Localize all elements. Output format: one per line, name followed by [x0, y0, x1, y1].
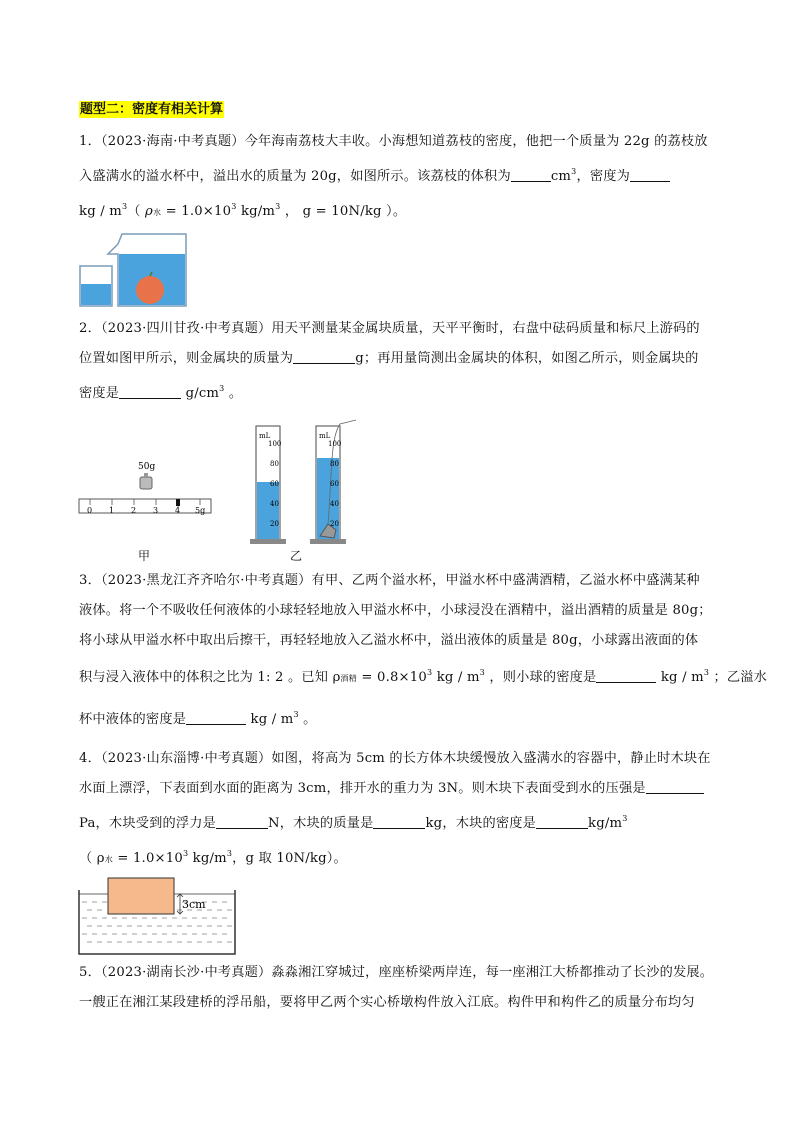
q4-text: 水面上漂浮，下表面到水面的距离为 3cm，排开水的重力为 3N。则木块下表面受到水的压强是	[79, 781, 646, 796]
q2-line-3	[79, 374, 719, 409]
q5-line-2: 一艘正在湘江某段建桥的浮吊船，要将甲乙两个实心桥墩构件放入江底。构件甲和构件乙的质量分布均匀	[79, 995, 695, 1010]
question-2	[79, 314, 719, 409]
tick-1: 1	[109, 506, 115, 515]
q4-answer-blank-pressure[interactable]	[646, 779, 704, 794]
q1-rho-unit: kg/m	[236, 204, 276, 219]
question-1	[79, 127, 719, 228]
lychee	[136, 276, 164, 304]
wood-block	[108, 878, 174, 914]
cylinder-2-base	[310, 539, 346, 544]
q2-answer-blank-mass[interactable]	[293, 349, 355, 364]
q3-line-4	[79, 658, 768, 694]
cyl1-tick-60: 60	[270, 480, 279, 488]
q1-paren: （	[127, 204, 146, 219]
q4-text-2: Pa，木块受到的浮力是	[79, 816, 217, 831]
q4-figure-floating-block	[78, 876, 236, 956]
tick-4: 4	[175, 506, 181, 515]
q2-line-1: 2．（2023·四川甘孜·中考真题）用天平测量某金属块质量，天平平衡时，右盘中砝码质量和标尺上游码的	[79, 321, 700, 336]
q4-rho-sub: 水	[104, 855, 113, 864]
q2-unit-exp: 3	[219, 384, 225, 393]
q3-unit-exp: 3	[703, 668, 710, 677]
q1-line-2	[79, 157, 719, 192]
tick-2: 2	[131, 506, 137, 515]
cyl2-tick-100: 100	[328, 440, 342, 448]
q1-unit-exp: 3	[121, 202, 128, 211]
q3-unit-2: kg / m	[246, 712, 294, 727]
beaker-water	[81, 284, 111, 305]
q1-line-3	[79, 192, 719, 228]
weight-50g	[140, 477, 152, 489]
q4-text-4: kg，木块的密度是	[425, 816, 537, 831]
q1-text: 入盛满水的溢水杯中，溢出水的质量为 20g，如图所示。该荔枝的体积为	[79, 169, 511, 184]
weight-knob	[144, 473, 148, 477]
q4-rho-val: = 1.0×10	[112, 851, 183, 866]
q3-period: 。	[298, 712, 317, 727]
q3-rho-sub: 酒精	[340, 674, 357, 683]
label-jia: 甲	[138, 549, 151, 563]
q3-rho-val: = 0.8×10	[356, 670, 427, 685]
cyl2-tick-20: 20	[330, 520, 339, 528]
q5-line-1: 5．（2023·湖南长沙·中考真题）淼淼湘江穿城过，座座桥梁两岸连，每一座湘江大桥都推动了长沙的发展。	[79, 965, 714, 980]
q4-rho-exp: 3	[182, 849, 189, 858]
cyl2-unit: mL	[319, 432, 331, 440]
q1-rho-sub: 水	[153, 208, 162, 217]
q4-line-4	[79, 839, 719, 875]
q2-text: 位置如图甲所示，则金属块的质量为	[79, 351, 294, 366]
q1-rho-val: = 1.0×10	[161, 204, 232, 219]
label-yi: 乙	[290, 549, 303, 563]
q2-line-2	[79, 344, 719, 374]
q1-rho-exp: 3	[231, 202, 237, 211]
q3-line-2: 液体。将一个不吸收任何液体的小球轻轻地放入甲溢水杯中，小球浸没在酒精中，溢出酒精的质量是 80g；	[79, 603, 712, 618]
q1-text-density: ，密度为	[576, 169, 630, 184]
q1-rho-unit-exp: 3	[275, 202, 281, 211]
q1-answer-blank-density[interactable]	[630, 167, 670, 182]
q3-rho-unit: kg / m	[432, 670, 480, 685]
q4-line-2	[79, 774, 719, 804]
question-3	[79, 566, 768, 735]
cyl1-tick-100: 100	[268, 440, 282, 448]
q2-answer-blank-density[interactable]	[119, 384, 181, 399]
cylinder-1-water	[257, 482, 279, 539]
section-heading: 题型二：密度有相关计算	[80, 102, 224, 117]
q2-text-2: g；再用量筒测出金属块的体积，如图乙所示，则金属块的	[355, 351, 699, 366]
cyl2-tick-80: 80	[330, 460, 339, 468]
q1-rho: ρ	[145, 204, 153, 219]
q4-line-1: 4．（2023·山东淄博·中考真题）如图，将高为 5cm 的长方体木块缓慢放入盛满水的容器中，静止时木块在	[79, 751, 711, 766]
scale-ruler	[79, 499, 211, 513]
q4-rho: （ ρ	[79, 851, 105, 866]
rider	[176, 499, 180, 506]
q3-rho-unit-exp: 3	[479, 668, 485, 677]
q2-figure-balance-scale	[78, 455, 213, 521]
q4-text-3: N，木块的质量是	[268, 816, 374, 831]
q4-answer-blank-buoyancy[interactable]	[216, 814, 268, 829]
q1-figure-overflow-cup	[78, 232, 196, 312]
q3-answer-blank-liquid-density[interactable]	[186, 710, 246, 725]
q4-line-3	[79, 804, 719, 839]
q3-unit: kg / m	[656, 670, 704, 685]
q3-line-3: 将小球从甲溢水杯中取出后擦干，再轻轻地放入乙溢水杯中，溢出液体的质量是 80g，小球露出液面的体	[79, 633, 699, 648]
cyl1-tick-20: 20	[270, 520, 279, 528]
question-4	[79, 744, 719, 875]
q4-unit-exp: 3	[622, 814, 628, 823]
tick-0: 0	[87, 506, 93, 515]
question-5	[79, 958, 719, 1018]
q4-unit: kg/m	[588, 816, 623, 831]
q1-line-1: 1．（2023·海南·中考真题）今年海南荔枝大丰收。小海想知道荔枝的密度，他把一个质量为 22g 的荔枝放	[79, 134, 708, 149]
q3-text-2: ，则小球的密度是	[484, 670, 597, 685]
q3-text-4: 杯中液体的密度是	[79, 712, 187, 727]
q1-unit-cm: cm	[550, 169, 572, 184]
q3-text: 积与浸入液体中的体积之比为 1: 2 。已知 ρ	[79, 670, 341, 685]
q4-answer-blank-density[interactable]	[536, 814, 588, 829]
depth-label: 3cm	[182, 898, 206, 911]
q4-rho-unit: kg/m	[188, 851, 227, 866]
q4-rho-unit-exp: 3	[226, 849, 233, 858]
weight-label: 50g	[138, 462, 156, 472]
tick-5g: 5g	[195, 506, 206, 515]
cyl1-unit: mL	[259, 432, 271, 440]
cyl1-tick-80: 80	[270, 460, 279, 468]
q2-text-3: 密度是	[79, 386, 120, 401]
cylinder-1-base	[250, 539, 286, 544]
q3-line-1: 3．（2023·黑龙江齐齐哈尔·中考真题）有甲、乙两个溢水杯，甲溢水杯中盛满酒精，乙溢水杯中盛满某种	[79, 573, 700, 588]
q1-g-val: ， g = 10N/kg ）。	[280, 204, 407, 219]
q2-period: 。	[224, 386, 243, 401]
q1-unit-cm-exp: 3	[571, 167, 577, 176]
tick-3: 3	[153, 506, 159, 515]
q3-unit-2-exp: 3	[293, 710, 299, 719]
q3-answer-blank-ball-density[interactable]	[596, 668, 656, 683]
cyl2-tick-60: 60	[330, 480, 339, 488]
q1-answer-blank-volume[interactable]	[511, 167, 551, 182]
q4-g-val: ，g 取 10N/kg）。	[232, 851, 347, 866]
q3-rho-exp: 3	[427, 668, 433, 677]
q1-unit-kgm: kg / m	[79, 204, 122, 219]
q4-answer-blank-mass[interactable]	[373, 814, 425, 829]
cyl1-tick-40: 40	[270, 500, 279, 508]
q3-line-5	[79, 700, 719, 735]
q2-unit: g/cm	[181, 386, 220, 401]
q2-figure-cylinders	[248, 418, 358, 546]
cyl2-tick-40: 40	[330, 500, 339, 508]
q3-text-3: ；乙溢水	[709, 670, 768, 685]
